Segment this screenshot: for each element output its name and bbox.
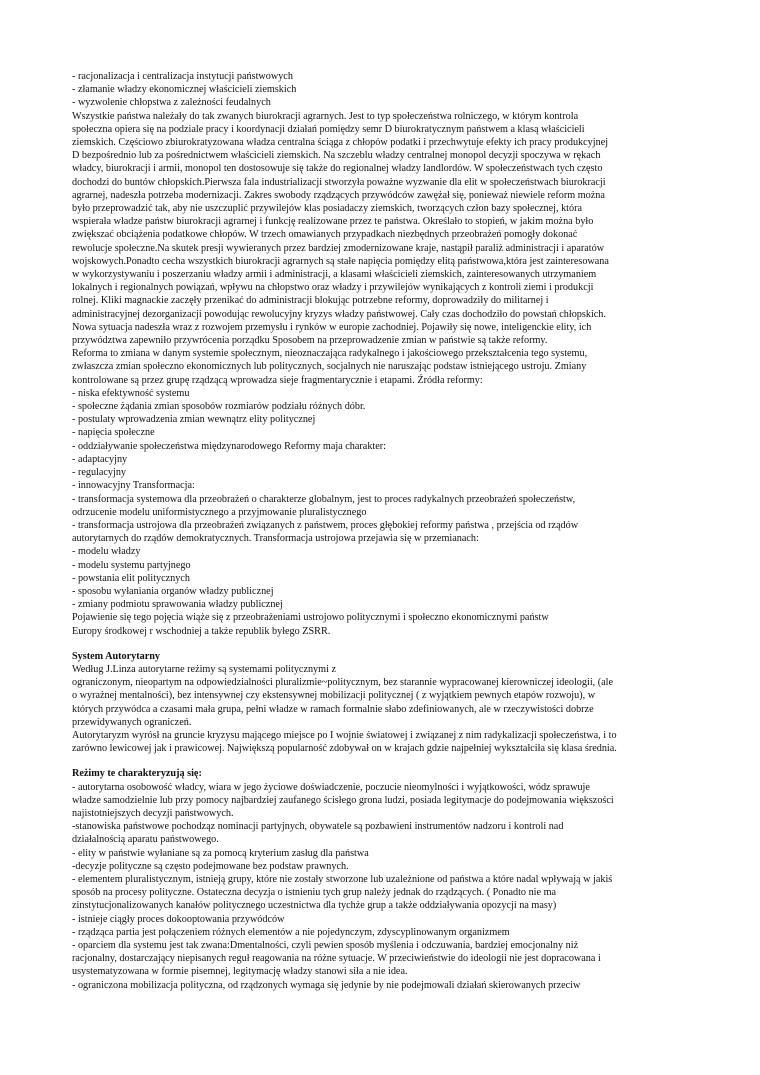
paragraph-gap (72, 755, 696, 767)
text-line: Autorytaryzm wyrósł na gruncie kryzysu mającego miejsce po I wojnie światowej i związanej z nim radykalizacji społeczeństwa, i to (72, 729, 617, 741)
text-line: dochodzi do buntów chłopskich.Pierwsza fala industrializacji stworzyła poważne wyzwanie dla elit w społeczeństwach biurokracji (72, 176, 606, 188)
text-line: agrarnej, nadeszła potrzeba modernizacji. Zakres swobody rządzących przywódców zawężał się, ponieważ niewiele reform można (72, 189, 605, 201)
text-line: - modelu systemu partyjnego (72, 559, 191, 571)
text-line: działalnością aparatu państwowego. (72, 834, 219, 846)
text-line: władcy, biurokracji i armii, monopol ten dostosowuje się także do regionalnej władzy landlordów. W społeczeństwach tych często (72, 163, 603, 175)
text-line: D bezpośrednio lub za pośrednictwem właścicieli ziemskich. Na szczeblu władzy centralnej monopol decyzji spoczywa w rękach (72, 150, 601, 162)
text-line: zarówno lewicowej jak i prawicowej. Największą popularność zdobywał on w krajach gdzie najpełniej wykształciła się klasa średnia. (72, 743, 617, 755)
text-line: Reforma to zmiana w danym systemie społecznym, nieoznaczająca radykalnego i jakościowego przekształcenia tego systemu, (72, 348, 588, 360)
text-line: racjonalny, dostarczający niepisanych reguł reagowania na różne sytuacje. W przeciwieństwie do ideologii nie jest dopracowana i (72, 953, 601, 965)
text-line: - oddziaływanie społeczeństwa międzynarodowego Reformy maja charakter: (72, 440, 386, 452)
text-line: zwłaszcza zmian społeczno ekonomicznych lub politycznych, socjalnych nie naruszając podstaw istniejącego ustroju. Zmiany (72, 361, 587, 373)
text-line: w wykorzystywaniu i poszerzaniu władzy armii i administracji, a klasami właścicieli ziemskich, zainteresowanych utrzymaniem (72, 269, 597, 281)
text-line: - transformacja ustrojowa dla przeobrażeń związanych z państwem, proces głębokiej reformy państwa , przejścia od rządów (72, 519, 579, 531)
text-line: lokalnych i regionalnych powiązań, wpływu na chłopstwo oraz władzy i przywilejów wynikających z kontroli ziemi i produkcji (72, 282, 594, 294)
text-line: Nowa sytuacja nadeszła wraz z rozwojem przemysłu i rynków w europie zachodniej. Pojawiły się nowe, inteligenckie elity, ich (72, 321, 592, 333)
text-line: - rządząca partia jest połączeniem różnych elementów a nie pojedynczym, zdyscyplinowanym organizmem (72, 926, 510, 938)
text-line: - napięcia społeczne (72, 427, 155, 439)
text-line: zwiększać obciążenia podatkowe chłopów. W trzech omawianych przypadkach niezbędnych przeobrażeń pomogły dokonać (72, 229, 578, 241)
text-line: - autorytarna osobowość władcy, wiara w jego życiowe doświadczenie, poczucie nieomylności i wyjątkowości, wódz sprawuje (72, 781, 590, 793)
text-line: rolnej. Kliki magnackie zaczęły przenikać do administracji blokując potrzebne reformy, doprowadziły do militarnej i (72, 295, 549, 307)
text-line: administracyjnej dezorganizacji powodując rewolucyjny kryzys władzy państwowej. Cały czas dochodziło do powstań chłopskich. (72, 308, 606, 320)
text-line: - postulaty wprowadzenia zmian wewnątrz elity politycznej (72, 414, 316, 426)
text-line: -decyzje polityczne są często podejmowane bez podstaw prawnych. (72, 860, 349, 872)
text-line: Europy środkowej r wschodniej a także republik byłego ZSRR. (72, 625, 331, 637)
text-line: których przywódca a czasami mała grupa, pełni władze w ramach formalnie słabo zdefiniowanych, ale w rzeczywistości dobrze (72, 703, 594, 715)
text-line: ziemskich. Częściowo zbiurokratyzowana władza centralna ściąga z chłopów podatki i przechwytuje efekty ich pracy produkcyjnej (72, 137, 609, 149)
text-line: - oparciem dla systemu jest tak zwana:Dmentalności, czyli pewien sposób myślenia i odczuwania, bardziej emocjonalny niż (72, 940, 579, 951)
text-line: - wyzwolenie chłopstwa z zależności feudalnych (72, 97, 271, 109)
text-line: Według J.Linza autorytarne reżimy są systemami politycznymi z (72, 663, 336, 675)
text-line: - regulacyjny (72, 467, 127, 479)
text-line: odrzucenie modelu uniformistycznego a przyjmowanie pluralistycznego (72, 506, 367, 518)
text-line: - istnieje ciągły proces dokooptowania przywódców (72, 913, 285, 925)
paragraph-gap (72, 638, 696, 650)
section-heading: Reżimy te charakteryzują się: (72, 768, 202, 780)
text-line: - elementem pluralistycznym, istnieją grupy, które nie zostały stworzone lub uzależnione od państwa a które nadal wpływają w jakiś (72, 873, 613, 885)
text-line: wojskowych.Ponadto cecha wszystkich biurokracji agrarnych są stałe napięcia pomiędzy elitą państwowa,która jest zainteresowana (72, 255, 609, 267)
text-line: - powstania elit politycznych (72, 572, 190, 584)
text-line: rewolucje społeczne.Na skutek presji wywieranych przez bardziej zmodernizowane kraje, nastąpił paraliż administracji i aparatów (72, 242, 605, 254)
text-line: ograniczonym, nieopartym na odpowiedzialności pluralizmie~politycznym, bez starannie wypracowanej kierowniczej ideologii, (ale (72, 677, 614, 689)
text-line: -stanowiska państwowe pochodząz nominacji partyjnych, obywatele są pozbawieni instrumentów nadzoru i kontroli nad (72, 821, 564, 833)
text-line: kontrolowane są przez grupę rządzącą wprowadza sieje fragmentarycznie i etapami. Źródła reformy: (72, 374, 483, 386)
text-line: - sposobu wyłaniania organów władzy publicznej (72, 585, 274, 597)
text-line: - zmiany podmiotu sprawowania władzy publicznej (72, 599, 283, 611)
text-line: wspierała władze państw biurokracji agrarnej i funkcję realizowane przez te państwa. Określało to stopień, w jakim można było (72, 216, 594, 228)
text-line: - transformacja systemowa dla przeobrażeń o charakterze globalnym, jest to proces radykalnych przeobrażeń społeczeństw, (72, 493, 576, 505)
text-line: - innowacyjny Transformacja: (72, 480, 195, 492)
text-line: - modelu władzy (72, 546, 141, 558)
text-line: społeczna opiera się na podziale pracy i koordynacji działań pomiędzy semr D biurokratycznym państwem a klasą właścicieli (72, 123, 585, 135)
text-line: przywództwa zapewniło przywrócenia porządku Sposobem na przeprowadzenie zmian w państwie są także reformy. (72, 335, 548, 347)
text-line: - społeczne żądania zmian sposobów rozmiarów podziału różnych dóbr. (72, 401, 366, 413)
text-line: usystematyzowana w formie pisemnej, legitymację władzy stanowi siła a nie idea. (72, 966, 408, 978)
text-line: Pojawienie się tego pojęcia wiąże się z przeobrażeniami ustrojowo politycznymi i społeczno ekonomicznymi państw (72, 612, 549, 624)
text-line: sposób na procesy polityczne. Ostateczna decyzja o istnieniu tych grup należy jednak do rządzących. ( Ponadto nie ma (72, 887, 557, 899)
text-line: autorytarnych do rządów demokratycznych. Transformacja ustrojowa przejawia się w przemianach: (72, 533, 479, 545)
text-line: - racjonalizacja i centralizacja instytucji państwowych (72, 71, 293, 82)
text-line: - adaptacyjny (72, 453, 128, 465)
text-line: Wszystkie państwa należały do tak zwanych biurokracji agrarnych. Jest to typ społeczeństwa rolniczego, w którym kontrola (72, 110, 579, 122)
text-line: władze samodzielnie lub przy pomocy najbardziej zaufanego ścisłego grona ludzi, posiada legitymacje do podejmowania większości (72, 794, 614, 806)
text-line: - ograniczona mobilizacja polityczna, od rządzonych wymaga się jedynie by nie podejmowali działań skierowanych przeciw (72, 979, 581, 991)
text-line: - niska efektywność systemu (72, 387, 190, 399)
text-line: - złamanie władzy ekonomicznej właścicieli ziemskich (72, 84, 297, 96)
text-line: zinstytucjonalizowanych kanałów politycznego uczestnictwa dla tychże grup a także oddziaływania opozycji na masy) (72, 900, 557, 912)
text-line: o wyrażnej mentalności), bez intensywnej czy ekstensywnej mobilizacji politycznej ( z wyjątkiem pewnych etapów rozwoju), w (72, 690, 596, 702)
text-line: najistotniejszych decyzji państwowych. (72, 807, 234, 819)
section-heading: System Autorytarny (72, 650, 161, 662)
text-line: było przeprowadzić tak, aby nie uszczuplić przywilejów klas posiadaczy ziemskich, tworzących człon bazy społecznej, która (72, 203, 583, 215)
text-line: przewidywanych ograniczeń. (72, 716, 192, 728)
text-line: - elity w państwie wyłaniane są za pomocą kryterium zasług dla państwa (72, 847, 369, 859)
